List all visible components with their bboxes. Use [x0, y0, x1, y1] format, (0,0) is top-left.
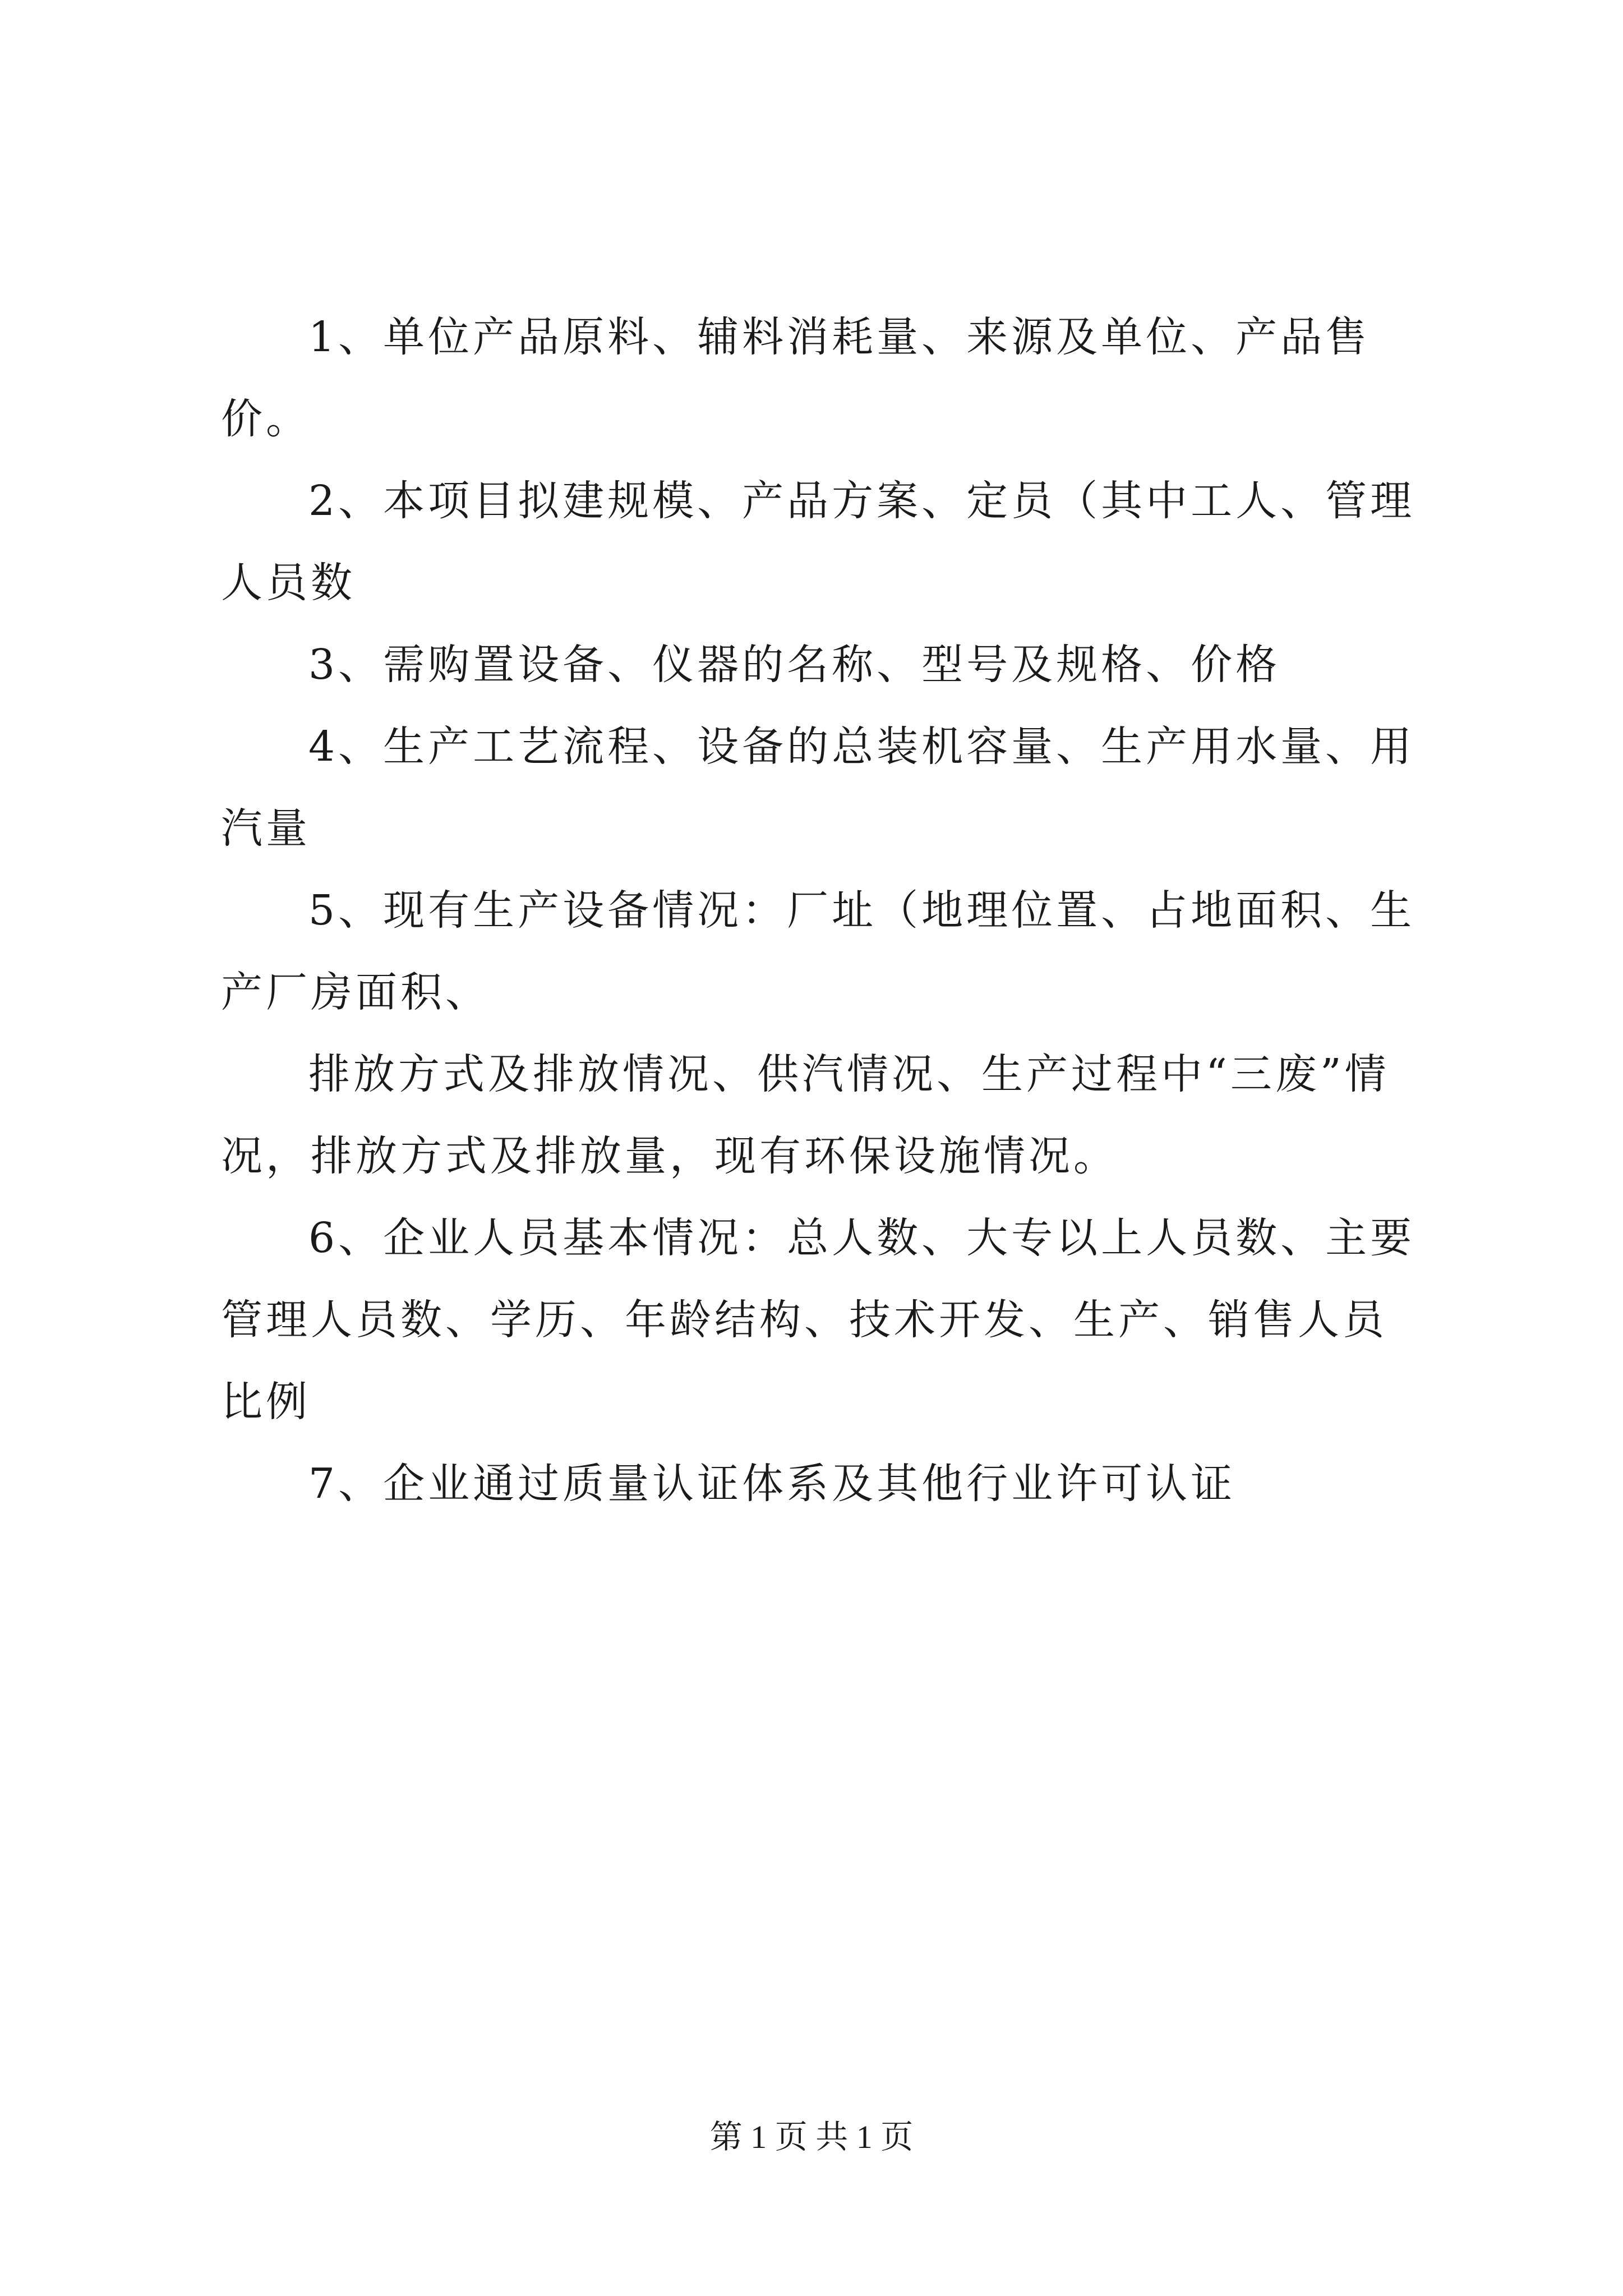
document-body — [221, 296, 1421, 1525]
paragraph-6: 6、企业人员基本情况：总人数、大专以上人员数、主要管理人员数、学历、年龄结构、技术开发、生产、销售人员比例 — [221, 1214, 1415, 1426]
paragraph-1: 1、单位产品原料、辅料消耗量、来源及单位、产品售价。 — [221, 313, 1371, 443]
paragraph-7: 7、企业通过质量认证体系及其他行业许可认证 — [308, 1460, 1236, 1508]
paragraph-5: 5、现有生产设备情况：厂址（地理位置、占地面积、生产厂房面积、 — [221, 886, 1415, 1016]
paragraph-3: 3、需购置设备、仪器的名称、型号及规格、价格 — [308, 641, 1281, 689]
page-footer — [0, 2115, 1623, 2160]
paragraph-5-continued: 排放方式及排放情况、供汽情况、生产过程中“三废”情况，排放方式及排放量，现有环保设施情况。 — [221, 1050, 1390, 1180]
paragraph-2: 2、本项目拟建规模、产品方案、定员（其中工人、管理人员数 — [221, 477, 1415, 607]
paragraph-4: 4、生产工艺流程、设备的总装机容量、生产用水量、用汽量 — [221, 723, 1415, 853]
page-number-label: 第 1 页 共 1 页 — [709, 2119, 914, 2155]
